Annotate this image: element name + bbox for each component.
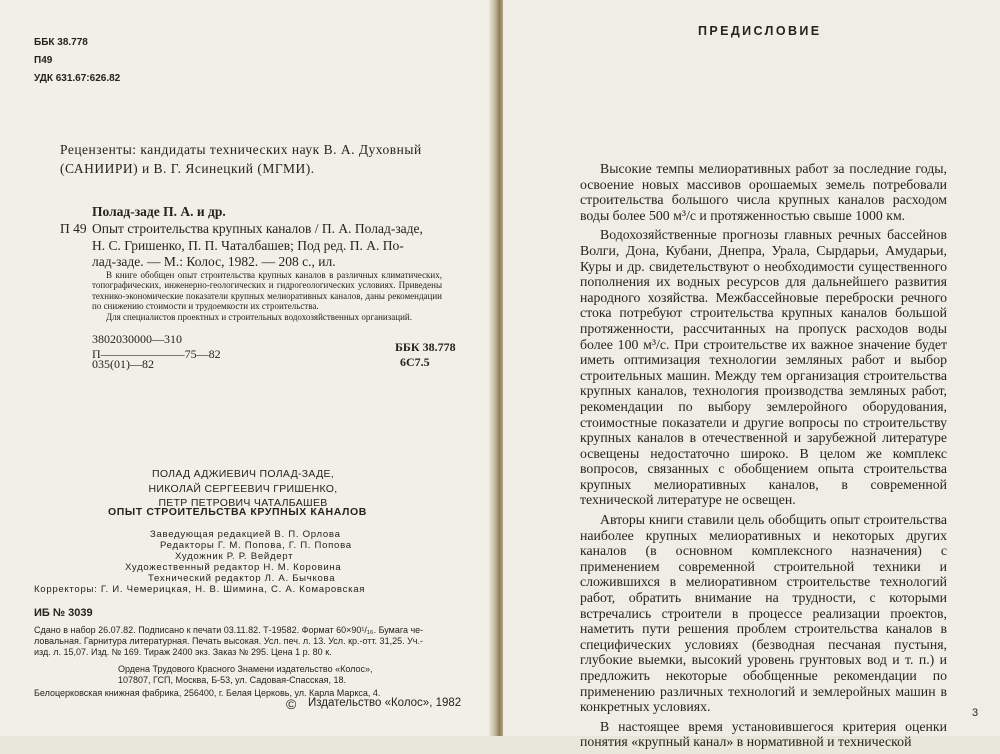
reviewers-line-1: Рецензенты: кандидаты технических наук В. А. Духовный <box>60 142 422 157</box>
staff-line-3: Художник Р. Р. Вейдерт <box>175 551 294 562</box>
book-title: ОПЫТ СТРОИТЕЛЬСТВА КРУПНЫХ КАНАЛОВ <box>108 506 367 518</box>
reviewers-line-2: (САНИИРИ) и В. Г. Ясинецкий (МГМИ). <box>60 161 315 176</box>
staff-line-6: Корректоры: Г. И. Чемерицкая, Н. В. Шимина, С. А. Комаровская <box>34 584 366 595</box>
ib-number: ИБ № 3039 <box>34 607 93 619</box>
section-heading: ПРЕДИСЛОВИЕ <box>698 24 822 38</box>
foreword-paragraph-2: Водохозяйственные прогнозы главных речных бассейнов Волги, Дона, Кубани, Днепра, Урала, Сырдарьи, Амударьи, Куры и др. свидетельствуют о необходимости существенного пополнения их водных ресурсов для дальнейшего развития народного хозяйства. Межбассейновые переброски речного стока потребуют строительства крупных каналов большой протяженности, рассчитанных на пропуск расходов воды более 100 м³/с. При строительстве их важное значение будет иметь оптимизация технологии земляных работ и выбор строительных машин. Между тем организация строительства крупных каналов, технология производства земляных работ, рекомендации по выбору землеройного оборудования, стоимостные показатели и другие вопросы по строительству крупных каналов в отечественной и зарубежной литературе освещены недостаточно широко. В целом же комплекс вопросов, связанных с обобщением опыта строительства крупных мелиоративных каналов, в современной технической литературе не освещен. <box>580 227 947 508</box>
right-page <box>503 0 1000 750</box>
staff-line-1: Заведующая редакцией В. П. Орлова <box>150 529 341 540</box>
staff-line-2: Редакторы Г. М. Попова, Г. П. Попова <box>160 540 352 551</box>
catalog-code-top: 3802030000—310 <box>92 332 182 346</box>
catalog-line-1: Опыт строительства крупных каналов / П. А. Полад-заде, <box>92 221 423 236</box>
catalog-line-2: Н. С. Гришенко, П. П. Чаталбашев; Под ред. П. А. По- <box>92 237 404 253</box>
foreword-paragraph-3: Авторы книги ставили цель обобщить опыт строительства наиболее крупных мелиоративных и некоторых других каналов (в основном комплексного назначения) с применением современной строительной техники и сложившихся в мелиоративном строительстве технологий работ, обратить внимание на трудности, с которыми встречались строители в процессе реализации проектов, наметить пути решения проблем строительства каналов в специфических условиях (безводная песчаная пустыня, глубокие выемки, высокий уровень грунтовых вод и т. п.) и предложить некоторые обобщенные рекомендации по применению различных технологий и землеройных машин в конкретных условиях. <box>580 512 947 715</box>
staff-line-4: Художественный редактор Н. М. Коровина <box>125 562 342 573</box>
page-number: 3 <box>972 707 979 719</box>
catalog-code-middle: П———————75—82 <box>92 347 221 361</box>
imprint-line-1: Сдано в набор 26.07.82. Подписано к печати 03.11.82. Т-19582. Формат 60×90¹/₁₆. Бумага че- <box>34 625 424 635</box>
foreword-paragraph-4: В настоящее время установившегося критерия оценки понятия «крупный канал» в нормативной и технической <box>580 718 947 750</box>
author-2: НИКОЛАЙ СЕРГЕЕВИЧ ГРИШЕНКО, <box>148 482 338 495</box>
bbk-code: ББК 38.778 <box>34 37 88 48</box>
udk-code: УДК 631.67:626.82 <box>34 73 121 84</box>
left-page <box>0 0 497 736</box>
author-3: ПЕТР ПЕТРОВИЧ ЧАТАЛБАШЕВ <box>158 497 328 509</box>
catalog-line-3: лад-заде. — М.: Колос, 1982. — 208 с., ил. <box>92 254 336 269</box>
imprint-line-5: 107807, ГСП, Москва, Б-53, ул. Садовая-Спасская, 18. <box>118 675 346 685</box>
copyright-text: Издательство «Колос», 1982 <box>308 697 462 709</box>
annotation-paragraph-1: В книге обобщен опыт строительства крупных каналов в различных климатических, топографических, инженерно-геологических и гидрогеологических условиях. Приведены технико-экономические показатели крупных мелиоративных каналов, даны рекомендации по снижению стоимости и трудоемкости их строительства. <box>92 270 442 312</box>
imprint-line-6: Белоцерковская книжная фабрика, 256400, г. Белая Церковь, ул. Карла Маркса, 4. <box>34 688 381 698</box>
imprint-line-4: Ордена Трудового Красного Знамени издательство «Колос», <box>118 664 373 674</box>
catalog-author-heading: Полад-заде П. А. и др. <box>92 204 226 219</box>
catalog-index: П 49 <box>60 221 87 236</box>
annotation-paragraph-2: Для специалистов проектных и строительных водохозяйственных организаций. <box>106 311 412 322</box>
imprint-line-3: изд. л. 15,07. Изд. № 169. Тираж 2400 экз. Заказ № 295. Цена 1 р. 80 к. <box>34 647 332 657</box>
authors-list <box>113 467 373 511</box>
p-code: П49 <box>34 55 53 66</box>
copyright-icon: © <box>286 696 297 712</box>
foreword-paragraph-1: Высокие темпы мелиоративных работ за последние годы, освоение новых массивов орошаемых земель потребовали строительства большого числа крупных каналов расходом воды более 500 м³/с и протяженностью свыше 1000 км. <box>580 161 947 223</box>
foreword-body <box>580 161 947 754</box>
staff-line-5: Технический редактор Л. А. Бычкова <box>148 573 336 584</box>
catalog-class: 6С7.5 <box>400 355 430 369</box>
author-1: ПОЛАД АДЖИЕВИЧ ПОЛАД-ЗАДЕ, <box>151 468 334 480</box>
catalog-bbk: ББК 38.778 <box>395 340 456 354</box>
catalog-code-bottom: 035(01)—82 <box>92 357 154 371</box>
imprint-line-2: ловальная. Гарнитура литературная. Печать высокая. Усл. печ. л. 13. Усл. кр.-отт. 31,25. Уч.- <box>34 636 423 646</box>
catalog-annotation <box>92 270 442 322</box>
